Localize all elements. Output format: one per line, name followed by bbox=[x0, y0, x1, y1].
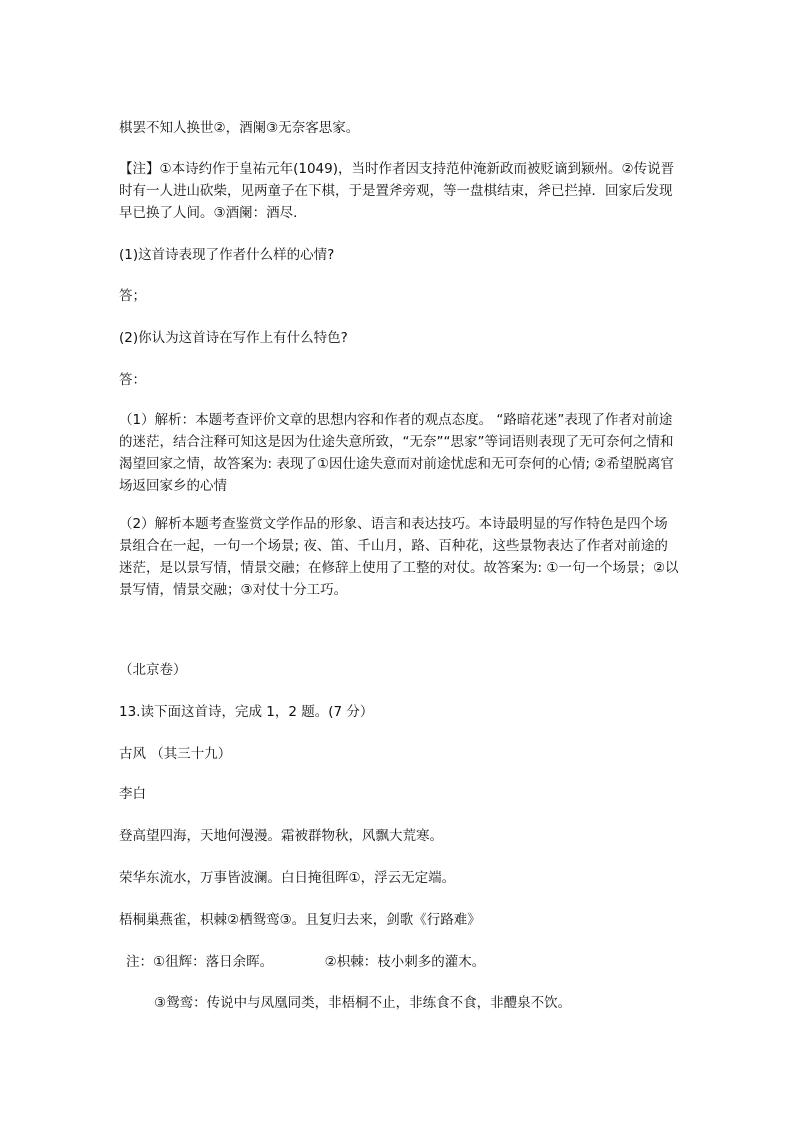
note-2-line-2: ③鸳鸾：传说中与凤凰同类，非梧桐不止，非练食不食，非醴泉不饮。 bbox=[154, 995, 572, 1011]
poem-author: 李白 bbox=[119, 786, 146, 802]
poem-note: 【注】①本诗约作于皇祐元年(1049)，当时作者因支持范仲淹新政而被贬谪到颍州。②传说晋时有一人进山砍柴，见两童子在下棋，于是置斧旁观，等一盘棋结束，斧已拦掉．回家后发现早已换了人间。③酒阑：酒尽． bbox=[119, 161, 675, 221]
analysis-2: （2）解析本题考查鉴赏文学作品的形象、语言和表达技巧。本诗最明显的写作特色是四个场景组合在一起，一句一个场景; 夜、笛、千山月，路、百种花，这些景物表达了作者对前途的迷茫，是以景写情，情景交融；在修辞上使用了工整的对仗。故答案为: ①一句一个场景；②以景写情，情景交融；③对仗十分工巧。 bbox=[119, 516, 679, 598]
poem-line-1: 登高望四海，天地何漫漫。霜被群物秋，风飘大荒寒。 bbox=[119, 828, 443, 844]
note-2-line-1: 注：①徂辉：落日余晖。 ②枳棘：枝小刺多的灌木。 bbox=[126, 954, 486, 970]
poem-last-line: 棋罢不知人换世②，酒阑③无奈客思家。 bbox=[119, 120, 360, 136]
question-1: (1)这首诗表现了作者什么样的心情? bbox=[119, 247, 335, 263]
answer-1-label: 答； bbox=[119, 288, 146, 304]
poem-title: 古风 （其三十九） bbox=[119, 746, 232, 762]
question-13: 13.读下面这首诗，完成 1，2 题。(7 分） bbox=[119, 704, 374, 720]
poem-line-3: 梧桐巢燕雀，枳棘②栖鸳鸾③。且复归去来，剑歌《行路难》 bbox=[119, 912, 481, 928]
question-2: (2)你认为这首诗在写作上有什么特色? bbox=[119, 330, 348, 346]
analysis-1: （1）解析：本题考查评价文章的思想内容和作者的观点态度。 “路暗花迷”表现了作者对前途的迷茫，结合注释可知这是因为仕途失意所致，“无奈”“思家”等词语则表现了无可奈何之情和渴望回家之情，故答案为: 表现了①因仕途失意而对前途忧虑和无可奈何的心情; ②希望脱离官场返回家乡的心情 bbox=[119, 412, 674, 494]
answer-2-label: 答： bbox=[119, 372, 146, 388]
source-label: （北京卷） bbox=[119, 662, 187, 678]
poem-line-2: 荣华东流水，万事皆波澜。白日掩徂晖①，浮云无定端。 bbox=[119, 870, 456, 886]
